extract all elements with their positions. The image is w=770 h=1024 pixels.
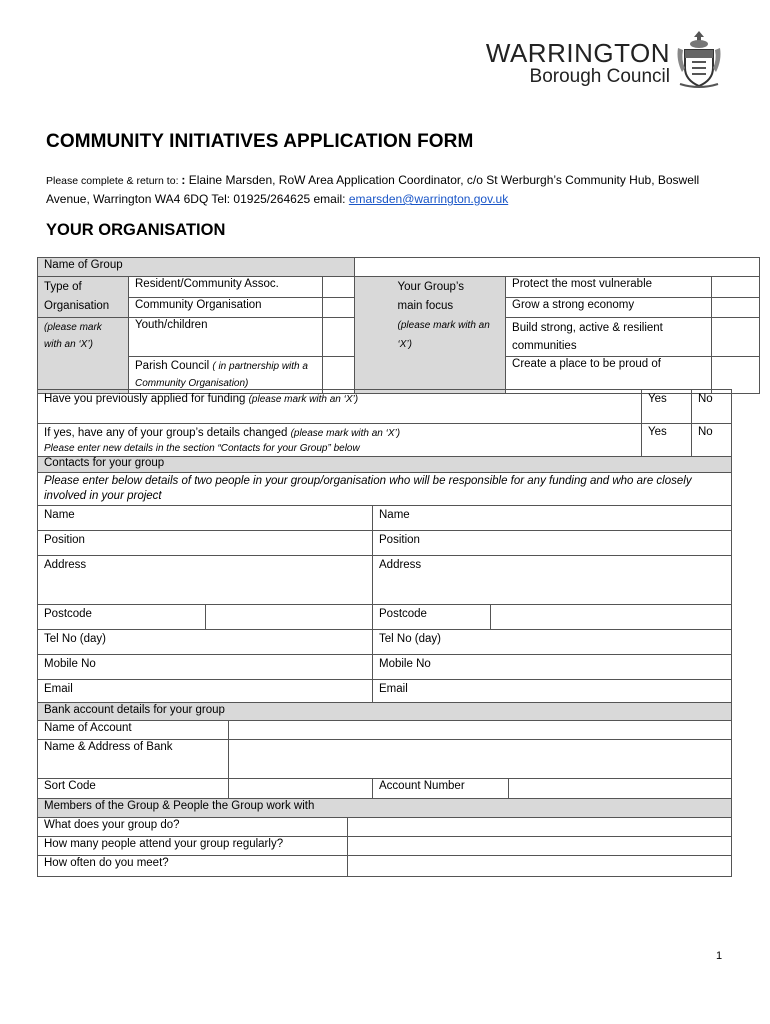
form-title: COMMUNITY INITIATIVES APPLICATION FORM [46, 131, 474, 152]
funding-no-2[interactable]: No [692, 424, 732, 458]
return-address: Elaine Marsden, RoW Area Application Coordinator, c/o St Werburgh’s Community Hub, Boswell Avenue, Warrington WA4 6DQ Tel: 01925/264625 email: [46, 173, 700, 206]
contact2-name[interactable]: Name [373, 506, 732, 531]
bank-address-label: Name & Address of Bank [38, 740, 229, 779]
type-checkbox-parish[interactable] [323, 357, 355, 394]
funding-yes-1[interactable]: Yes [642, 390, 680, 424]
contact2-postcode-input[interactable] [491, 605, 732, 630]
account-name-input[interactable] [229, 721, 732, 740]
section-title: YOUR ORGANISATION [46, 221, 226, 239]
contact1-position[interactable]: Position [38, 531, 373, 556]
organisation-table [37, 257, 760, 394]
council-logo-text [486, 40, 670, 87]
members-answer-what[interactable] [348, 818, 732, 837]
org-type-label [38, 277, 129, 318]
focus-option-proud: Create a place to be proud of [506, 357, 712, 394]
members-answer-meet[interactable] [348, 856, 732, 877]
contact1-address[interactable]: Address [38, 556, 373, 605]
contact1-postcode-input[interactable] [206, 605, 373, 630]
contacts-table [37, 456, 732, 705]
return-lead: Please complete & return to: [46, 175, 182, 187]
parish-label: Parish Council [135, 360, 213, 372]
funding-question-2-sub: Please enter new details in the section “Contacts for your Group” below [44, 443, 360, 454]
account-number-label: Account Number [373, 779, 509, 799]
contact1-name[interactable]: Name [38, 506, 373, 531]
contact2-postcode-label: Postcode [373, 605, 491, 630]
return-instructions [46, 171, 736, 208]
return-colon: : [181, 173, 189, 187]
contact2-address[interactable]: Address [373, 556, 732, 605]
parish-note: ( in partnership with a Community Organisation) [135, 361, 308, 389]
account-number-input[interactable] [509, 779, 732, 799]
focus-checkbox-economy[interactable] [712, 297, 760, 318]
funding-table [37, 389, 732, 458]
email-link[interactable]: emarsden@warrington.gov.uk [348, 192, 509, 206]
account-name-label: Name of Account [38, 721, 229, 740]
org-type-note: (please mark with an ‘X’) [44, 322, 102, 350]
funding-question-1 [38, 390, 642, 424]
coat-of-arms-icon [674, 28, 724, 90]
focus-option-vulnerable: Protect the most vulnerable [506, 277, 712, 298]
contacts-note: Please enter below details of two people in your group/organisation who will be responsible for any funding and who are closely involved in your project [38, 473, 732, 506]
focus-note: (please mark with an ‘X’) [397, 320, 490, 350]
type-option-parish [129, 357, 323, 394]
members-answer-attend[interactable] [348, 837, 732, 856]
contact2-position[interactable]: Position [373, 531, 732, 556]
funding-no-1[interactable]: No [692, 390, 732, 424]
bank-address-input[interactable] [229, 740, 732, 779]
contacts-heading: Contacts for your group [38, 457, 732, 473]
org-type-label-line1: Type of [44, 281, 82, 293]
bank-table [37, 702, 732, 799]
contact1-postcode-label: Postcode [38, 605, 206, 630]
focus-checkbox-vulnerable[interactable] [712, 277, 760, 298]
contact1-mobile[interactable]: Mobile No [38, 655, 373, 680]
funding-yes-2[interactable]: Yes [642, 424, 680, 458]
org-type-label-line2: Organisation [44, 300, 110, 312]
contact2-tel[interactable]: Tel No (day) [373, 630, 732, 655]
contact2-email[interactable]: Email [373, 680, 732, 705]
contact1-tel[interactable]: Tel No (day) [38, 630, 373, 655]
members-heading: Members of the Group & People the Group work with [38, 799, 732, 818]
members-question-what: What does your group do? [38, 818, 348, 837]
type-checkbox-resident[interactable] [323, 277, 355, 298]
funding-question-2-text: If yes, have any of your group’s details changed [44, 427, 291, 439]
sort-code-input[interactable] [229, 779, 373, 799]
funding-question-2-note: (please mark with an ‘X’) [290, 428, 401, 439]
bank-heading: Bank account details for your group [38, 703, 732, 721]
logo-line-1: WARRINGTON [485, 38, 670, 68]
focus-spacer [355, 277, 392, 394]
members-question-attend: How many people attend your group regularly? [38, 837, 348, 856]
funding-question-1-note: (please mark with an ‘X’) [248, 394, 359, 405]
group-name-label: Name of Group [38, 258, 355, 277]
focus-option-economy: Grow a strong economy [506, 297, 712, 318]
page-number: 1 [716, 950, 723, 962]
type-checkbox-youth[interactable] [323, 318, 355, 357]
org-type-note-cell [38, 318, 129, 394]
focus-label-line1: Your Group’s [397, 281, 465, 293]
focus-checkbox-proud[interactable] [712, 357, 760, 394]
funding-yes-2-box[interactable] [680, 424, 692, 458]
contact2-mobile[interactable]: Mobile No [373, 655, 732, 680]
funding-question-1-text: Have you previously applied for funding [44, 393, 249, 405]
sort-code-label: Sort Code [38, 779, 229, 799]
contact1-email[interactable]: Email [38, 680, 373, 705]
type-option-youth: Youth/children [129, 318, 323, 357]
focus-label [392, 277, 506, 394]
group-name-input[interactable] [355, 258, 760, 277]
focus-label-line2: main focus [397, 300, 454, 312]
type-option-community: Community Organisation [129, 297, 323, 318]
funding-yes-1-box[interactable] [680, 390, 692, 424]
focus-option-resilient: Build strong, active & resilient communities [506, 318, 712, 357]
funding-question-2 [38, 424, 642, 458]
type-option-resident: Resident/Community Assoc. [129, 277, 323, 298]
type-checkbox-community[interactable] [323, 297, 355, 318]
members-table [37, 798, 732, 877]
members-question-meet: How often do you meet? [38, 856, 348, 877]
logo-line-2: Borough Council [529, 66, 670, 87]
focus-checkbox-resilient[interactable] [712, 318, 760, 357]
